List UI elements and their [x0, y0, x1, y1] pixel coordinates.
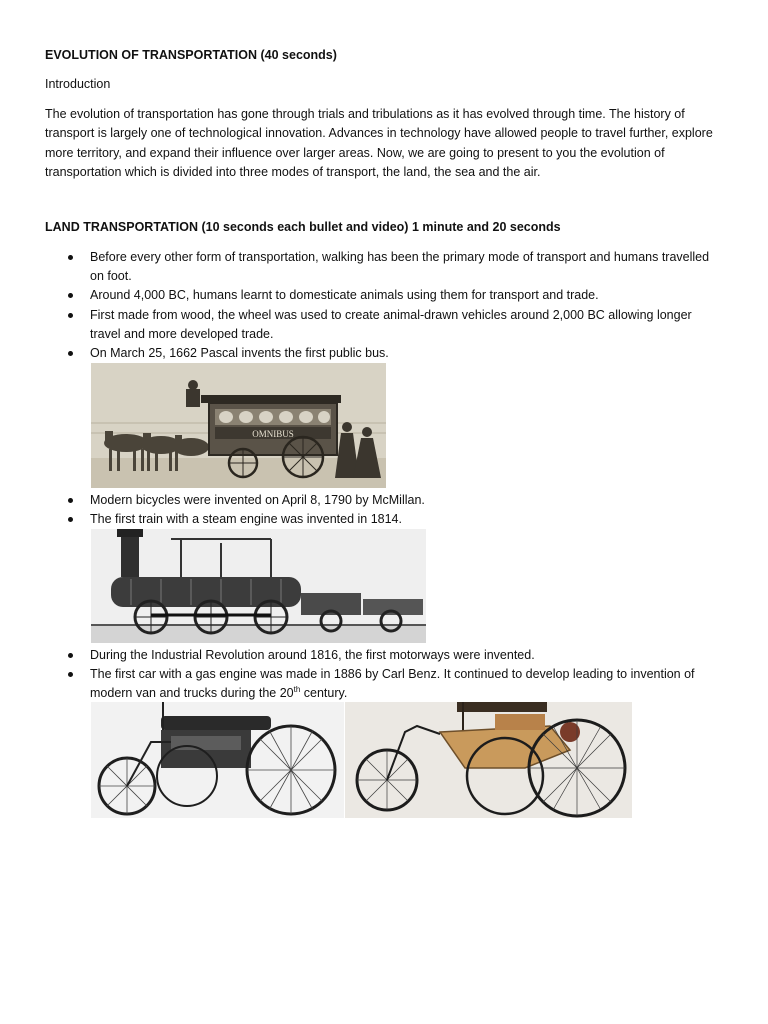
bullet-dot-icon — [68, 255, 73, 260]
bullet-dot-icon — [68, 498, 73, 503]
omnibus-sign-text: OMNIBUS — [252, 429, 294, 439]
list-item: Before every other form of transportation, walking has been the primary mode of transport and humans travelled on foot. — [68, 248, 718, 286]
bullet-dot-icon — [68, 313, 73, 318]
intro-label: Introduction — [45, 77, 111, 91]
benz-car-color-image — [345, 702, 632, 818]
list-item: Around 4,000 BC, humans learnt to domesticate animals using them for transport and trade. — [68, 286, 718, 305]
bullet-dot-icon — [68, 293, 73, 298]
intro-paragraph: The evolution of transportation has gone through trials and tribulations as it has evolved through time. The history of transport is largely one of technological innovation. Advances in technology have allowed people to travel further, explore more territory, and expand their influence over larger areas. Now, we are going to present to you the evolution of transportation which is divided into three modes of transport, the land, the sea and the air. — [45, 107, 713, 179]
bullet-dot-icon — [68, 672, 73, 677]
land-heading: LAND TRANSPORTATION (10 seconds each bullet and video) 1 minute and 20 seconds — [45, 220, 561, 234]
list-item: The first car with a gas engine was made in 1886 by Carl Benz. It continued to develop leading to invention of modern van and trucks during the 20th century. — [68, 665, 718, 703]
steam-train-image — [91, 529, 426, 643]
omnibus-image — [91, 363, 386, 488]
bullet-dot-icon — [68, 653, 73, 658]
bullet-dot-icon — [68, 517, 73, 522]
list-item: On March 25, 1662 Pascal invents the first public bus. — [68, 344, 718, 363]
benz-car-bw-image — [91, 702, 344, 818]
list-item: First made from wood, the wheel was used to create animal-drawn vehicles around 2,000 BC allowing longer travel and more developed trade. — [68, 306, 718, 344]
list-item: During the Industrial Revolution around 1816, the first motorways were invented. — [68, 646, 718, 665]
list-item: Modern bicycles were invented on April 8, 1790 by McMillan. — [68, 491, 718, 510]
list-item: The first train with a steam engine was invented in 1814. — [68, 510, 718, 529]
bullet-dot-icon — [68, 351, 73, 356]
document-title: EVOLUTION OF TRANSPORTATION (40 seconds) — [45, 48, 337, 62]
